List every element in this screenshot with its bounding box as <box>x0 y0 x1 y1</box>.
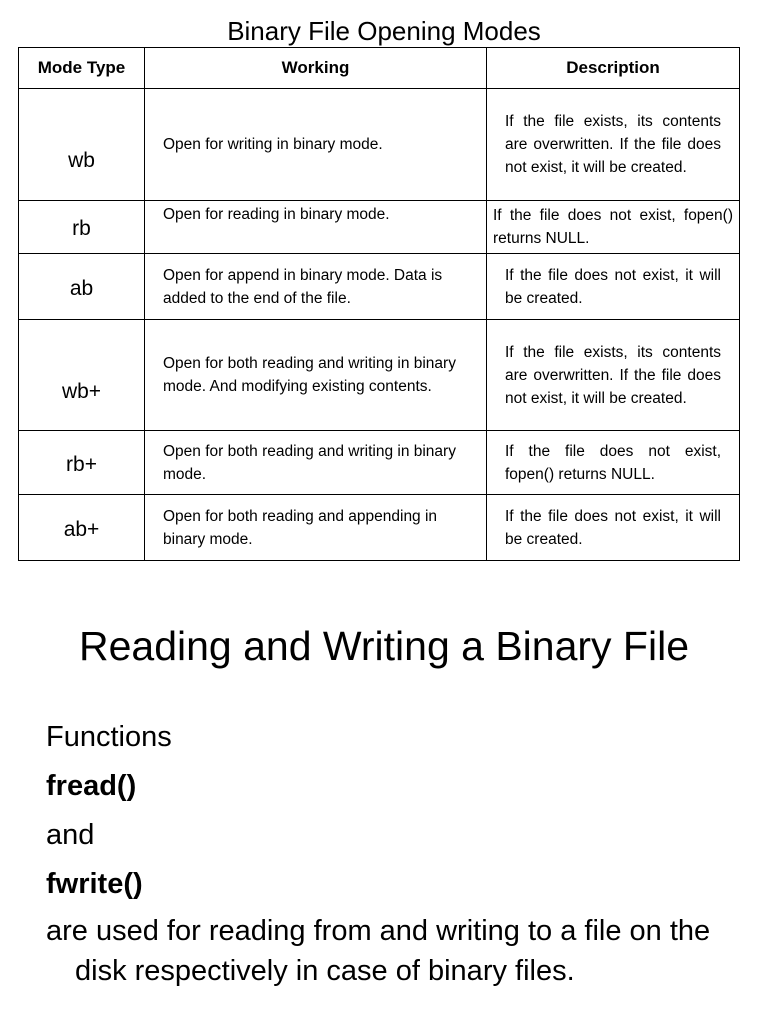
mode-cell: rb <box>19 201 145 254</box>
description-cell: If the file exists, its contents are overwritten. If the file does not exist, it will be created. <box>487 89 740 201</box>
modes-table <box>18 47 740 561</box>
working-cell: Open for both reading and writing in binary mode. <box>145 431 487 495</box>
table-row <box>19 201 740 254</box>
table-header-row <box>19 48 740 89</box>
working-cell: Open for both reading and appending in binary mode. <box>145 495 487 561</box>
working-cell: Open for writing in binary mode. <box>145 89 487 201</box>
table-row <box>19 254 740 320</box>
mode-cell: ab <box>19 254 145 320</box>
functions-label: Functions <box>46 721 172 753</box>
description-cell: If the file does not exist, fopen() returns NULL. <box>487 431 740 495</box>
table-row <box>19 89 740 201</box>
section-title: Reading and Writing a Binary File <box>79 623 689 669</box>
slide-title: Binary File Opening Modes <box>227 16 541 46</box>
description-cell: If the file does not exist, fopen() returns NULL. <box>487 201 740 254</box>
mode-cell: wb+ <box>19 320 145 431</box>
mode-cell: ab+ <box>19 495 145 561</box>
mode-cell: rb+ <box>19 431 145 495</box>
description-cell: If the file exists, its contents are overwritten. If the file does not exist, it will be created. <box>487 320 740 431</box>
usage-description: are used for reading from and writing to a file on the disk respectively in case of binary files. <box>46 915 711 987</box>
working-cell: Open for append in binary mode. Data is added to the end of the file. <box>145 254 487 320</box>
section-body <box>46 713 746 991</box>
header-description: Description <box>487 48 740 89</box>
table-row <box>19 431 740 495</box>
working-cell: Open for reading in binary mode. <box>145 201 487 254</box>
header-working: Working <box>145 48 487 89</box>
mode-cell: wb <box>19 89 145 201</box>
description-cell: If the file does not exist, it will be created. <box>487 495 740 561</box>
fwrite-function: fwrite() <box>46 868 143 900</box>
description-cell: If the file does not exist, it will be created. <box>487 254 740 320</box>
header-mode-type: Mode Type <box>19 48 145 89</box>
and-label: and <box>46 819 95 851</box>
table-row <box>19 495 740 561</box>
working-cell: Open for both reading and writing in binary mode. And modifying existing contents. <box>145 320 487 431</box>
table-row <box>19 320 740 431</box>
fread-function: fread() <box>46 770 137 802</box>
